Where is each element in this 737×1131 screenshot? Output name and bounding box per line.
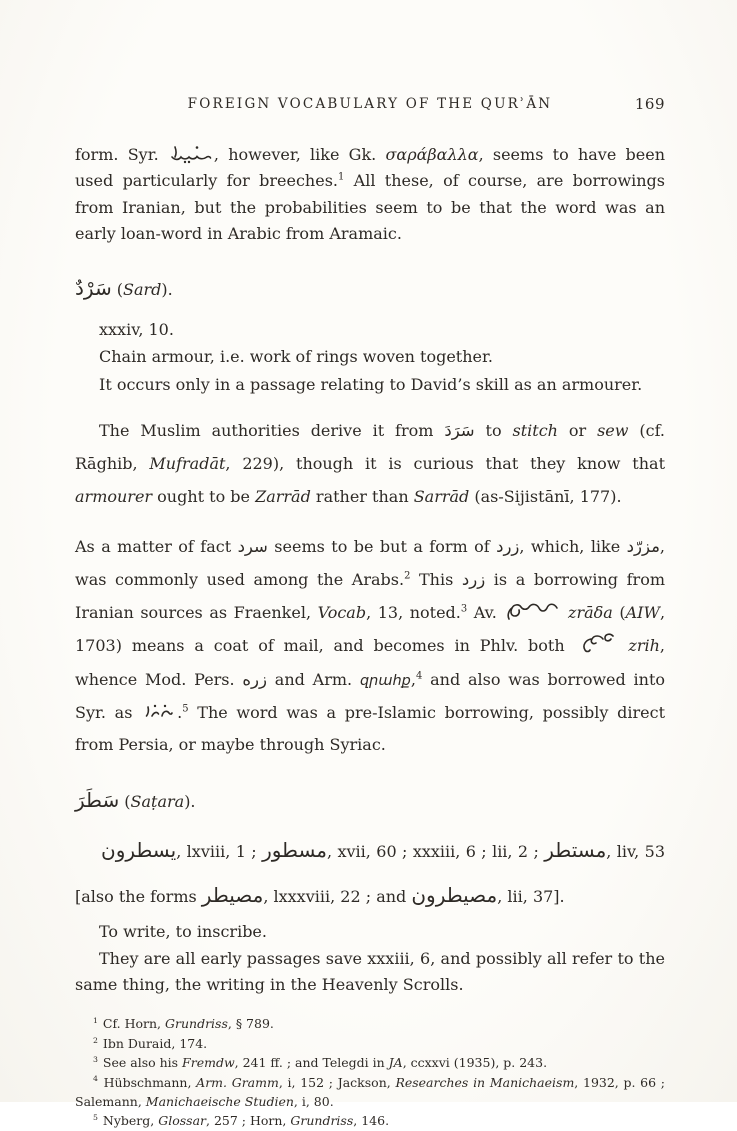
text-run: Fremdw [182, 1055, 235, 1071]
entry-sard-reference [75, 316, 665, 344]
text-run: Saṭara [130, 792, 185, 812]
text-run: Zarrād [255, 486, 311, 506]
footnote-marker: 4 [93, 1074, 98, 1084]
footnote-5 [75, 1111, 665, 1130]
text-run: , [410, 669, 416, 689]
text-run: Arm. Gramm [196, 1074, 279, 1090]
text-run: Sarrād [413, 486, 470, 506]
text-run: مستطر [544, 838, 607, 863]
text-run: مزرّد [626, 536, 660, 556]
entry-satara-meaning [75, 918, 665, 946]
footnote-marker: 2 [404, 571, 411, 582]
text-run: , 257 ; Horn, [206, 1113, 291, 1129]
text-run: is a borrowing from Iranian sources as Fraenkel, [75, 570, 666, 623]
text-run: يسطرون [101, 838, 177, 863]
text-run: , i, 152 ; Jackson, [278, 1074, 396, 1090]
text-run: This [410, 570, 462, 590]
footnote-marker: 3 [93, 1055, 98, 1065]
text-run: , lxviii, 1 ; [176, 842, 263, 862]
text-run: The word was a pre-Islamic borrowing, possibly direct from Persia, or maybe through Syriac. [75, 702, 666, 755]
footnote-marker: 3 [460, 603, 468, 615]
footnote-2 [75, 1034, 665, 1053]
entry-sard-meaning [75, 343, 665, 371]
footnote-marker: 1 [93, 1016, 98, 1026]
text-run: , however, like Gk. [213, 145, 386, 164]
entry-heading-sard [75, 276, 665, 300]
text-run: AIW [625, 603, 660, 623]
text-run: Hübschmann, [98, 1074, 197, 1090]
text-run: σαράβαλλα [385, 145, 479, 164]
text-run: , which, like [519, 536, 627, 556]
text-run: , was commonly used among the Arabs. [75, 536, 666, 590]
page-number: 169 [634, 95, 665, 113]
text-run: , xvii, 60 ; xxxiii, 6 ; lii, 2 ; [327, 842, 545, 862]
text-run: It occurs only in a passage relating to David’s skill as an armourer. [99, 374, 643, 394]
footnote-4 [75, 1073, 665, 1112]
text-run: سرد [237, 536, 268, 556]
text-run: Glossar [158, 1113, 207, 1129]
text-run: and also was borrowed into Syr. as [75, 669, 666, 722]
text-run: , 1932, p. 66 ; Salemann, [75, 1074, 666, 1109]
text-run: , ccxxvi (1935), p. 243. [402, 1055, 548, 1071]
text-run: sew [597, 421, 629, 441]
running-header [75, 96, 665, 112]
text-run: Mufradāt [149, 453, 226, 473]
text-run: ). [161, 279, 173, 299]
text-run: Grundriss [290, 1113, 354, 1129]
text-run: , i, 80. [293, 1093, 334, 1109]
text-run: سَرَدَ [444, 421, 475, 441]
text-run: See also his [98, 1055, 183, 1071]
text-run: xxxiv, 10. [99, 319, 174, 339]
pahlavi-word-zrih-glyph [577, 631, 617, 655]
footnote-3 [75, 1053, 665, 1072]
footnote-marker: 4 [415, 670, 423, 682]
entry-satara-note [75, 946, 665, 999]
text-run: Sard [123, 279, 162, 299]
text-run: seems to be but a form of [267, 536, 497, 556]
text-run: զրահք [359, 672, 411, 689]
text-run: , 241 ff. ; and Telegdi in [234, 1055, 389, 1071]
text-run: (as-Sijistānī, 177). [469, 486, 622, 506]
text-run: , 1703) means a coat of mail, and becomes in Phlv. both [75, 603, 666, 655]
entry-sard [75, 276, 665, 763]
text-run: . [177, 702, 183, 722]
text-run: Chain armour, i.e. work of rings woven together. [99, 347, 493, 367]
text-run: Vocab [317, 603, 367, 623]
text-run: ( [111, 279, 124, 299]
text-run: zrih [628, 635, 660, 655]
text-run: (cf. Rāghib, [75, 421, 666, 473]
text-run: زرد [496, 536, 520, 556]
text-run: Nyberg, [98, 1113, 159, 1129]
footnote-marker: 2 [93, 1035, 98, 1045]
entry-sard-paragraph-2 [75, 530, 665, 763]
header-title: FOREIGN VOCABULARY OF THE QURʾĀN [187, 96, 553, 112]
text-run: ). [184, 792, 196, 812]
text-run: Grundriss [165, 1016, 228, 1032]
text-run: سَطَرَ [75, 788, 120, 813]
text-run: Av. [467, 603, 504, 623]
text-run: Researches in Manichaeism [395, 1074, 575, 1090]
text-run: Manichaeische Studien [145, 1093, 294, 1109]
entry-satara-references [75, 828, 665, 918]
text-run: مصيطر [201, 883, 264, 908]
text-run: stitch [512, 421, 558, 441]
text-run: , 229), though it is curious that they know that [225, 453, 665, 473]
syriac-word-sarbala-glyph [170, 144, 212, 164]
text-run: zrāδa [568, 603, 613, 623]
text-run: They are all early passages save xxxiii, 6, and possibly all refer to the same thing, the writing in the Heavenly Scrolls. [75, 948, 665, 995]
avestan-word-zrada-glyph [505, 600, 559, 622]
footnote-1 [75, 1014, 665, 1033]
text-run: ( [612, 603, 626, 623]
text-run: All these, of course, are borrowings from Iranian, but the probabilities seem to be that the word was an early loan-word in Arabic from Aramaic. [75, 171, 666, 244]
text-run: to [474, 421, 513, 441]
text-run: Cf. Horn, [98, 1016, 166, 1032]
text-run: or [557, 421, 598, 441]
text-run [619, 636, 629, 655]
text-run: ( [119, 792, 131, 812]
text-run: زره [242, 669, 267, 689]
text-run: rather than [310, 486, 414, 506]
text-run: The Muslim authorities derive it from [99, 421, 445, 441]
text-run: , lxxxviii, 22 ; and [263, 887, 412, 907]
text-run: , liv, 53 [also the forms [75, 842, 665, 907]
text-run: مصيطرون [411, 883, 498, 908]
intro-paragraph [75, 142, 665, 248]
footnote-marker: 5 [93, 1113, 98, 1123]
text-run: سَرْدٌ [75, 275, 112, 300]
text-run: armourer [75, 486, 153, 506]
footnotes-section [75, 1014, 665, 1130]
text-run: مسطور [262, 838, 328, 863]
text-run: To write, to inscribe. [99, 922, 267, 942]
text-run: , lii, 37]. [497, 887, 565, 907]
entry-heading-satara [75, 788, 665, 812]
text-run: Ibn Duraid, 174. [98, 1035, 208, 1051]
text-run: and Arm. [267, 669, 360, 689]
footnote-marker: 1 [338, 172, 345, 184]
footnote-marker: 5 [182, 703, 189, 715]
text-run: , 13, noted. [366, 603, 461, 623]
text-run: , § 789. [227, 1016, 274, 1032]
text-run: form. Syr. [75, 145, 168, 164]
syriac-word-zarda-glyph [143, 702, 175, 722]
entry-sard-paragraph-1 [75, 414, 665, 513]
text-run: , seems to have been used particularly for breeches. [75, 145, 666, 191]
text-run: , 146. [353, 1113, 390, 1129]
entry-sard-note [75, 371, 665, 399]
text-run: زرد [461, 570, 486, 590]
entry-satara [75, 788, 665, 998]
text-run: As a matter of fact [75, 536, 238, 556]
text-run: ought to be [152, 486, 256, 506]
text-run: JA [388, 1055, 403, 1071]
text-run: , whence Mod. Pers. [75, 635, 665, 689]
